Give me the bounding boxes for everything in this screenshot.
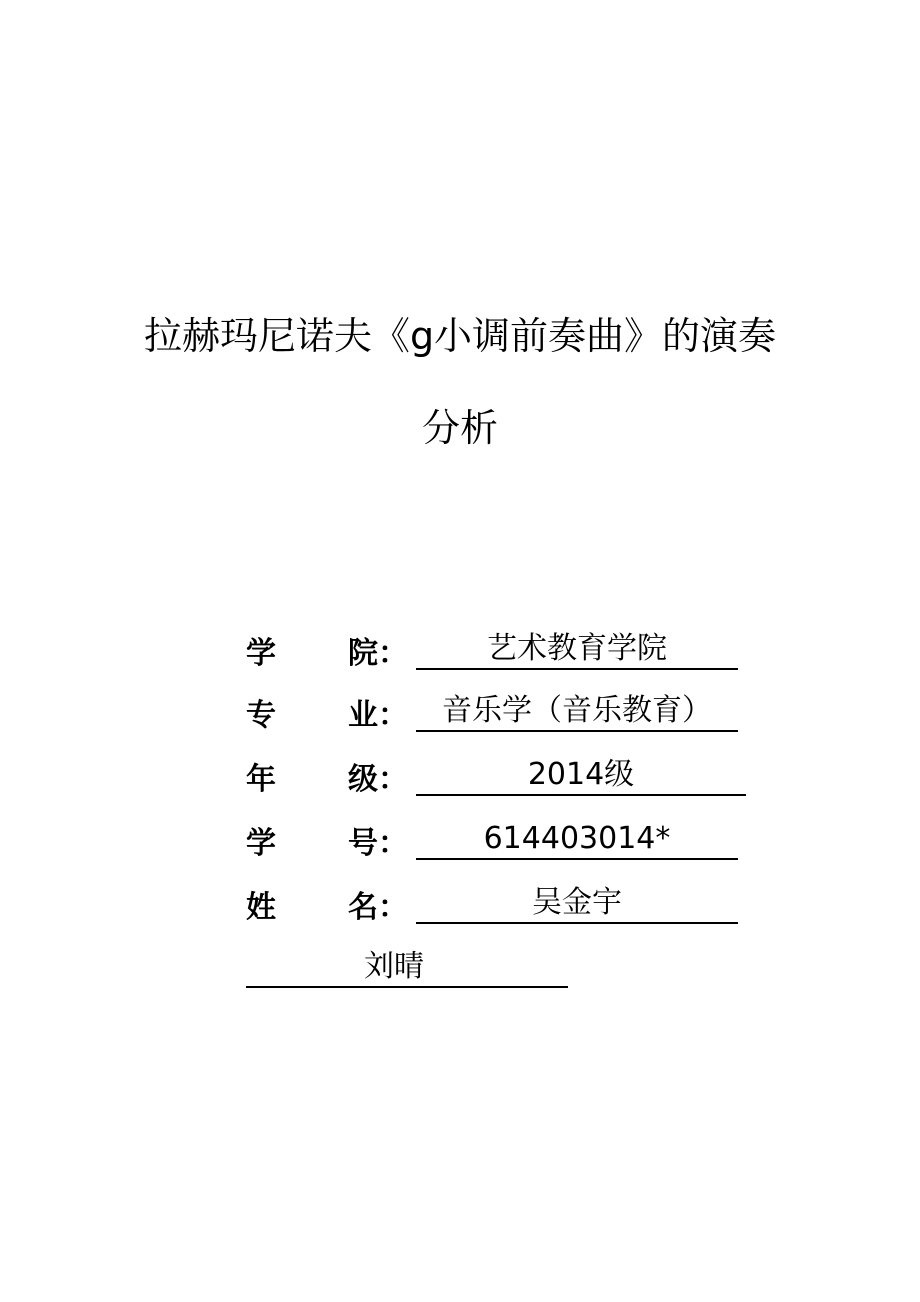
college-label-suffix: 院： bbox=[348, 636, 408, 671]
student-id-label bbox=[246, 822, 412, 866]
student-id-label-suffix: 号： bbox=[348, 826, 408, 861]
college-value: 艺术教育学院 bbox=[416, 626, 738, 670]
major-label-suffix: 业： bbox=[348, 698, 408, 733]
student-id-label-char: 学 bbox=[246, 826, 276, 861]
name-label bbox=[246, 886, 412, 930]
name-value: 吴金宇 bbox=[416, 880, 738, 924]
grade-label bbox=[246, 758, 412, 802]
major-label-char: 专 bbox=[246, 698, 276, 733]
grade-label-char: 年 bbox=[246, 762, 276, 797]
document-title-line-1: 拉赫玛尼诺夫《g小调前奏曲》的演奏 bbox=[143, 314, 777, 358]
grade-label-suffix: 级： bbox=[348, 762, 408, 797]
major-label bbox=[246, 694, 412, 738]
grade-value: 2014级 bbox=[416, 752, 746, 796]
name-label-char: 姓 bbox=[246, 890, 276, 925]
second-name-line bbox=[246, 944, 568, 988]
name-label-suffix: 名： bbox=[348, 890, 408, 925]
major-value: 音乐学（音乐教育） bbox=[416, 688, 738, 732]
second-name-value: 刘晴 bbox=[364, 949, 424, 984]
college-label-char: 学 bbox=[246, 636, 276, 671]
student-id-value: 614403014* bbox=[416, 816, 738, 860]
college-label bbox=[246, 632, 412, 676]
document-title-line-2: 分析 bbox=[421, 406, 498, 450]
